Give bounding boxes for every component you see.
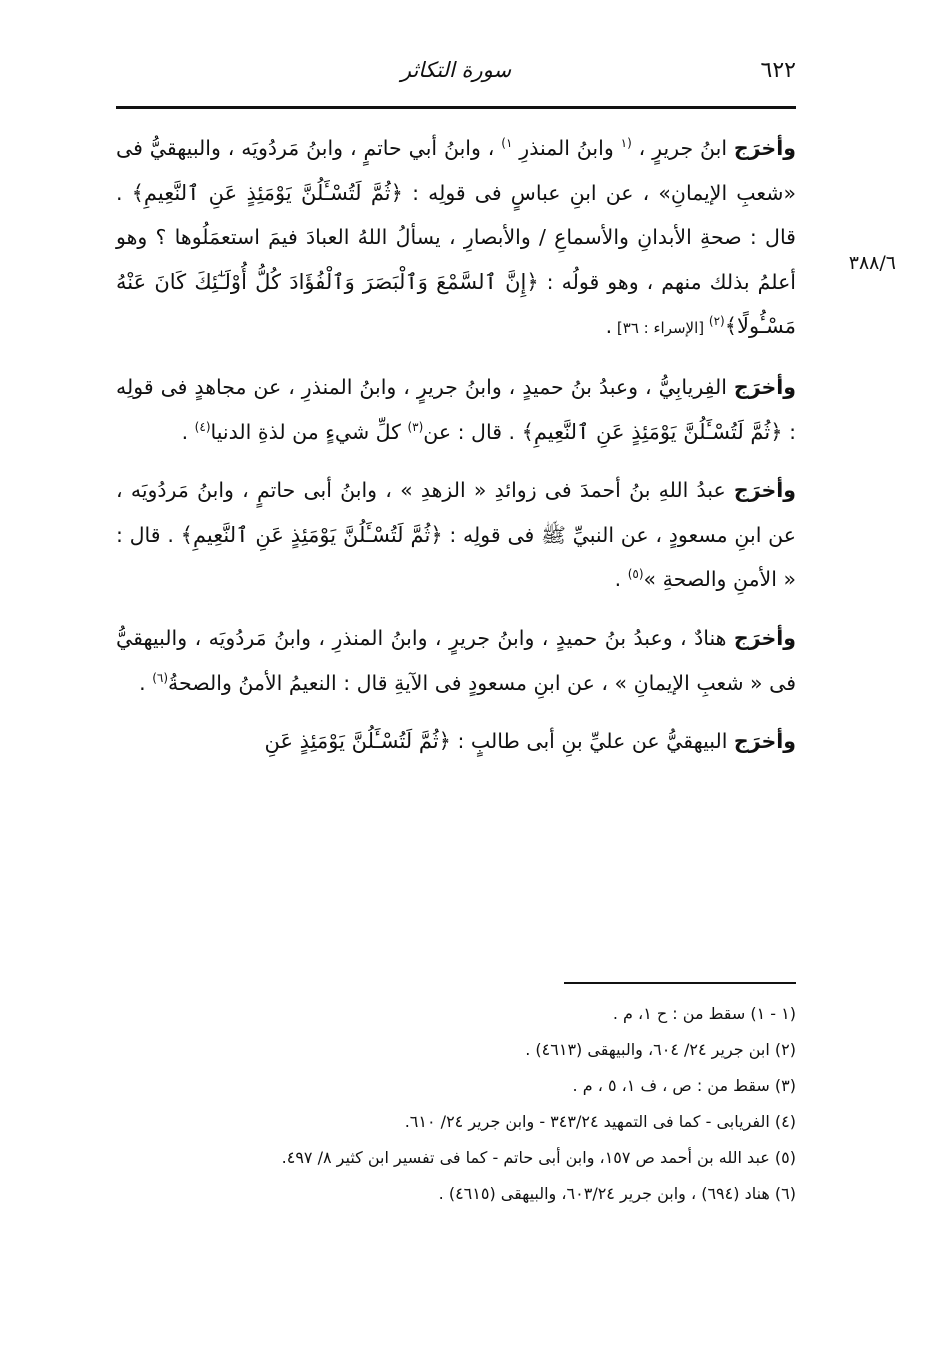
- text-span: .: [139, 670, 153, 695]
- paragraph-lead: وأخرَج: [733, 136, 796, 160]
- text-span: ابنُ جريرٍ ،: [631, 136, 734, 160]
- footnotes: [116, 996, 796, 1212]
- text-span: .: [181, 419, 195, 444]
- footnote-marker: (٤): [194, 419, 211, 434]
- text-span: كلِّ شيءٍ من لذةِ الدنيا: [210, 419, 408, 444]
- margin-reference: ٣٨٨/٦: [848, 252, 896, 274]
- quran-quote: ﴿إِنَّ ٱلسَّمْعَ وَٱلْبَصَرَ وَٱلْفُؤَادَ كُلُّ أُوْلَـٰٓئِكَ كَانَ عَنْهُ مَسْـُٔولًا﴾: [116, 269, 796, 339]
- footnote-3: (٣) سقط من : ص ، ف ١، ٥ ، م .: [572, 1076, 796, 1095]
- quran-quote: ﴿ثُمَّ لَتُسْـَٔلُنَّ يَوْمَئِذٍ عَنِ: [264, 729, 451, 754]
- quran-quote: ﴿ثُمَّ لَتُسْـَٔلُنَّ يَوْمَئِذٍ عَنِ ٱلنَّعِيمِ﴾: [521, 419, 783, 444]
- text-span: عبدُ اللهِ بنُ أحمدَ فى زوائدِ « الزهدِ » ، وابنُ أبى حاتمٍ ، وابنُ مَردُويَه ، عن ابنِ مسعودٍ ، عن النبيِّ ﷺ فى قولِه :: [116, 478, 796, 547]
- text-span: . قال : عن: [423, 419, 522, 444]
- paragraph-5: [116, 719, 796, 764]
- footnote-marker: (١: [620, 136, 632, 151]
- footnote-rule: [564, 982, 796, 984]
- text-span: ، وابنُ أبي حاتمٍ ، وابنُ مَردُويَه ، والبيهقيُّ فى «شعبِ الإيمانِ» ، عن ابنِ عباسٍ فى قولِه :: [116, 136, 796, 205]
- footnote-marker: (٢): [708, 314, 725, 329]
- paragraph-lead: وأخرَج: [733, 374, 796, 399]
- text-span: وابنُ المنذرِ: [512, 136, 621, 160]
- paragraph-lead: وأخرَج: [733, 729, 796, 754]
- footnote-4: (٤) الفريابى - كما فى التمهيد ٣٤٣/٢٤ - وابن جرير ٢٤/ ٦١٠.: [404, 1112, 796, 1131]
- paragraph-3: [116, 468, 796, 602]
- paragraph-lead: وأخرَج: [733, 478, 796, 503]
- page-header: [116, 52, 796, 96]
- verse-reference: [الإسراء : ٣٦]: [612, 319, 709, 338]
- main-text: [116, 126, 796, 778]
- text-span: البيهقيُّ عن عليِّ بنِ أبى طالبٍ :: [450, 729, 734, 754]
- text-span: الفِريابِيُّ ، وعبدُ بنُ حميدٍ ، وابنُ جريرٍ ، وابنُ المنذرِ ، عن مجاهدٍ فى قولِه :: [116, 374, 796, 444]
- paragraph-1: [116, 126, 796, 351]
- footnote-marker: (٥): [627, 567, 644, 582]
- text-span: .: [605, 314, 613, 339]
- text-span: .: [614, 567, 628, 592]
- quran-quote: ﴿ثُمَّ لَتُسْـَٔلُنَّ يَوْمَئِذٍ عَنِ ٱلنَّعِيمِ﴾: [180, 522, 443, 547]
- text-span: هنادٌ ، وعبدُ بنُ حميدٍ ، وابنُ جريرٍ ، وابنُ المنذرِ ، وابنُ مَردُويَه ، والبيهقيُّ فى « شعبِ الإيمانِ » ، عن ابنِ مسعودٍ فى الآيةِ قال : النعيمُ الأمنُ والصحةُ: [116, 625, 796, 695]
- paragraph-4: [116, 616, 796, 705]
- footnote-5: (٥) عبد الله بن أحمد ص ١٥٧، وابن أبى حاتم - كما فى تفسير ابن كثير ٨/ ٤٩٧.: [281, 1148, 796, 1167]
- text-span: . قال : « الأمنِ والصحةِ »: [116, 522, 796, 592]
- footnote-marker: (٦): [152, 670, 169, 685]
- footnote-2: (٢) ابن جرير ٢٤/ ٦٠٤، والبيهقى (٤٦١٣) .: [525, 1040, 796, 1059]
- footnote-marker: (٣): [407, 419, 424, 434]
- paragraph-2: [116, 365, 796, 454]
- running-title: سورة التكاثر: [400, 58, 512, 82]
- quran-quote: ﴿ثُمَّ لَتُسْـَٔلُنَّ يَوْمَئِذٍ عَنِ ٱلنَّعِيمِ﴾: [131, 180, 403, 205]
- footnote-1: (١ - ١) سقط من : ح ١، م .: [612, 1004, 796, 1023]
- page-number: ٦٢٢: [760, 58, 796, 83]
- text-span: . قال : صحةِ الأبدانِ والأسماعِ / والأبصارِ ، يسألُ اللهُ العبادَ فيمَ استعمَلُوها ؟ وهو أعلمُ بذلك منهم ، وهو قولُه :: [116, 180, 797, 294]
- footnote-6: (٦) هناد (٦٩٤) ، وابن جرير ٦٠٣/٢٤، والبيهقى (٤٦١٥) .: [438, 1184, 796, 1203]
- paragraph-lead: وأخرَج: [733, 625, 796, 650]
- header-rule: [116, 106, 796, 109]
- footnote-marker: ١): [501, 136, 513, 151]
